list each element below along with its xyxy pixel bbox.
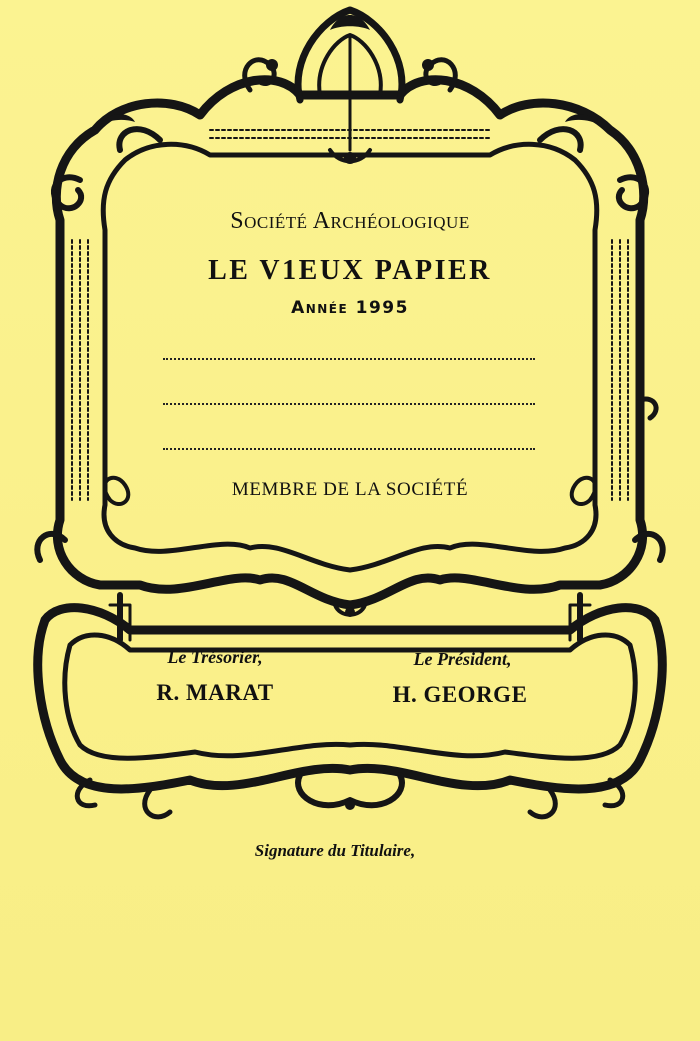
president-name: H. GEORGE [392, 682, 528, 707]
publication-title: LE V1EUX PAPIER [208, 255, 492, 286]
president-role: Le Président, [413, 649, 512, 669]
member-line: MEMBRE DE LA SOCIÉTÉ [231, 479, 469, 500]
society-heading: Société Archéologique [230, 208, 470, 234]
holder-signature-label: Signature du Titulaire, [254, 841, 416, 860]
name-fill-line [163, 358, 535, 360]
name-fill-line [163, 448, 535, 450]
year-line: Année 1995 [291, 298, 409, 318]
treasurer-role: Le Trésorier, [167, 647, 263, 667]
treasurer-name: R. MARAT [156, 680, 274, 705]
name-fill-line [163, 403, 535, 405]
